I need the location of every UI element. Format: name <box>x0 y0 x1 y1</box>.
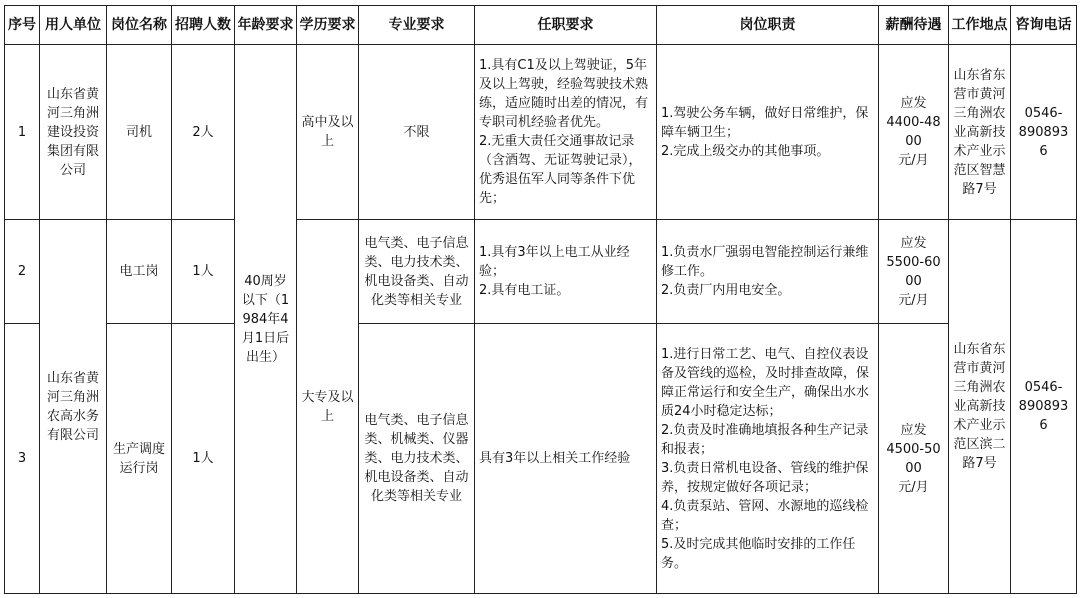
header-requirements: 任职要求 <box>475 6 657 45</box>
count-cell: 1人 <box>172 220 235 324</box>
duty-line: 4.负责泵站、管网、水源地的巡线检查； <box>661 498 869 533</box>
major-cell: 不限 <box>359 45 475 220</box>
phone-cell <box>1011 45 1077 220</box>
duty-line: 2.负责厂内用电安全。 <box>661 283 791 298</box>
recruitment-table <box>4 5 1077 594</box>
salary-cell <box>879 45 949 220</box>
header-no: 序号 <box>5 6 40 45</box>
header-age: 年龄要求 <box>235 6 297 45</box>
requirements-cell <box>475 45 657 220</box>
salary-cell <box>879 220 949 324</box>
header-location: 工作地点 <box>949 6 1011 45</box>
salary-line: 元/月 <box>898 153 929 168</box>
position-cell: 司机 <box>107 45 172 220</box>
salary-line: 应发 <box>900 96 927 111</box>
salary-line: 应发 <box>900 422 927 438</box>
count-cell: 1人 <box>172 324 235 594</box>
salary-line: 元/月 <box>898 292 929 308</box>
salary-cell <box>879 324 949 594</box>
table-row <box>5 324 1077 594</box>
requirements-cell <box>475 220 657 324</box>
duty-line: 2.完成上级交办的其他事项。 <box>661 143 830 159</box>
salary-line: 5500-6000 <box>886 254 941 289</box>
duty-line: 5.及时完成其他临时安排的工作任务。 <box>661 536 856 571</box>
header-row <box>5 6 1077 45</box>
duty-line: 1.负责水厂强弱电智能控制运行兼维修工作。 <box>661 245 869 279</box>
row-no: 1 <box>5 45 40 220</box>
location-cell: 山东省东营市黄河三角洲农业高新技术产业示范区智慧路7号 <box>949 45 1011 220</box>
salary-line: 4400-4800 <box>886 115 941 149</box>
major-cell: 电气类、电子信息类、机械类、仪器类、电力技术类、机电设备类、自动化类等相关专业 <box>359 324 475 594</box>
duty-line: 2.负责及时准确地填报各种生产记录和报表； <box>661 422 869 457</box>
phone-line: 0546- <box>1024 380 1063 395</box>
header-count: 招聘人数 <box>172 6 235 45</box>
major-cell: 电气类、电子信息类、电力技术类、机电设备类、自动化类等相关专业 <box>359 220 475 324</box>
salary-line: 应发 <box>900 235 927 251</box>
count-cell: 2人 <box>172 45 235 220</box>
duties-cell <box>657 220 879 324</box>
phone-line: 8908936 <box>1018 399 1069 433</box>
location-cell: 山东省东营市黄河三角洲农业高新技术产业示范区滨二路7号 <box>949 220 1011 594</box>
header-employer: 用人单位 <box>40 6 107 45</box>
duty-line: 1.进行日常工艺、电气、自控仪表设备及管线的巡检，及时排查故障，保障正常运行和安全生产，确保出水水质24小时稳定达标； <box>661 346 870 419</box>
employer-cell: 山东省黄河三角洲建设投资集团有限公司 <box>40 45 107 220</box>
phone-line: 8908936 <box>1018 124 1069 159</box>
salary-line: 4500-5000 <box>886 441 941 476</box>
requirement-line: 2.无重大责任交通事故记录（含酒驾、无证驾驶记录），优秀退伍军人同等条件下优先； <box>479 134 642 206</box>
requirements-cell <box>475 324 657 594</box>
position-cell: 生产调度运行岗 <box>107 324 172 594</box>
education-cell: 高中及以上 <box>297 45 359 220</box>
header-salary: 薪酬待遇 <box>879 6 949 45</box>
header-education: 学历要求 <box>297 6 359 45</box>
header-duties: 岗位职责 <box>657 6 879 45</box>
age-cell: 40周岁以下（1984年4月1日后出生） <box>235 45 297 594</box>
phone-cell <box>1011 220 1077 594</box>
education-cell: 大专及以上 <box>297 220 359 594</box>
duties-cell <box>657 324 879 594</box>
row-no: 3 <box>5 324 40 594</box>
table-row <box>5 220 1077 324</box>
phone-line: 0546- <box>1024 105 1063 121</box>
requirement-line: 1.具有3年以上电工从业经验； <box>479 245 630 279</box>
position-cell: 电工岗 <box>107 220 172 324</box>
header-major: 专业要求 <box>359 6 475 45</box>
header-phone: 咨询电话 <box>1011 6 1077 45</box>
duties-cell <box>657 45 879 220</box>
row-no: 2 <box>5 220 40 324</box>
requirement-line: 2.具有电工证。 <box>479 283 570 298</box>
requirement-line: 1.具有C1及以上驾驶证，5年及以上驾驶，经验驾驶技术熟练，适应随时出差的情况，有专职司机经验者优先。 <box>479 58 649 130</box>
duty-line: 3.负责日常机电设备、管线的维护保养，按规定做好各项记录； <box>661 460 869 495</box>
requirement-line: 具有3年以上相关工作经验 <box>479 451 631 466</box>
header-position: 岗位名称 <box>107 6 172 45</box>
duty-line: 1.驾驶公务车辆，做好日常维护，保障车辆卫生； <box>661 105 869 140</box>
salary-line: 元/月 <box>898 479 929 495</box>
employer-cell: 山东省黄河三角洲农高水务有限公司 <box>40 220 107 594</box>
table-row <box>5 45 1077 220</box>
